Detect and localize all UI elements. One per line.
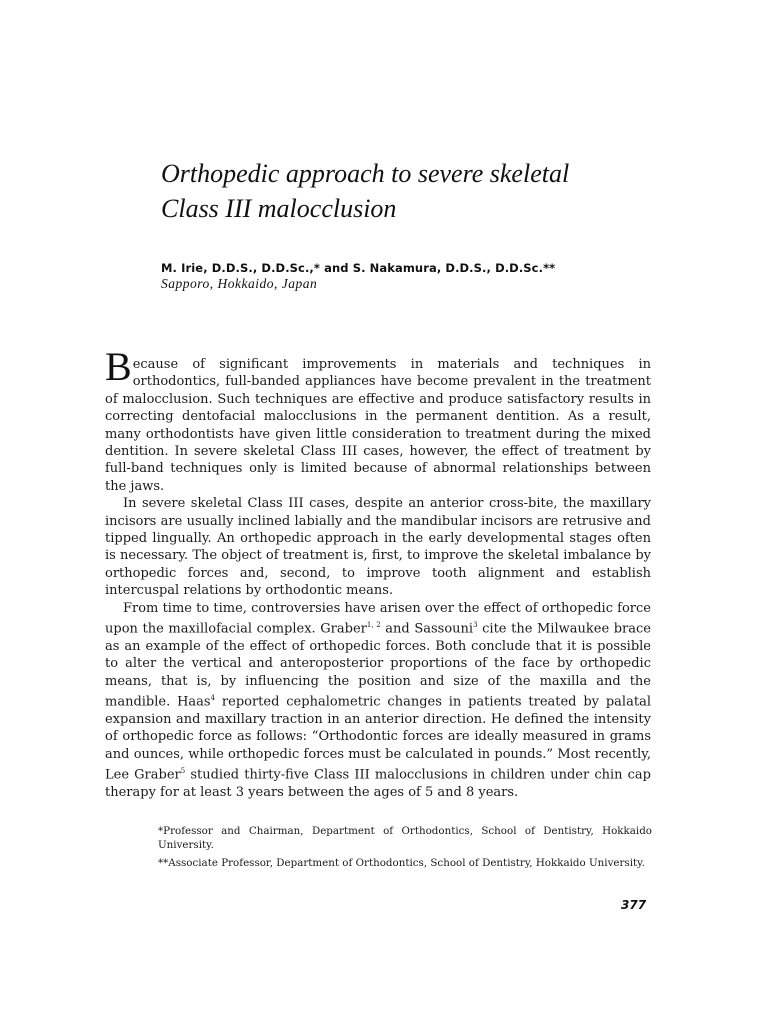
citation-sassouni: 3 xyxy=(473,621,478,630)
article-body xyxy=(105,344,651,801)
title-line-1: Orthopedic approach to severe skeletal xyxy=(161,159,570,188)
body-paragraph-3 xyxy=(105,600,651,801)
paragraph-1-text: ecause of significant improvements in materials and techniques in orthodontics, full-banded appliances have become prevalent in the treatment of malocclusion. Such techniques are effective and produce satisfactory results in correcting dentofacial malocclusions in the permanent dentition. As a result, many orthodontists have given little consideration to treatment during the mixed dentition. In severe skeletal Class III cases, however, the effect of treatment by full-band techniques only is limited because of abnormal relationships between the jaws. xyxy=(105,357,651,494)
paragraph-3-text-e: studied thirty-five Class III malocclusions in children under chin cap therapy for at least 3 years between the ages of 5 and 8 years. xyxy=(105,767,651,800)
paragraph-3-text-d: reported cephalometric changes in patients treated by palatal expansion and maxillary traction in an anterior direction. He defined the intensity of orthopedic force as follows: “Orthodontic forces are ideally measured in grams and ounces, while orthopedic forces must be calculated in pounds.” Most recently, Lee Graber xyxy=(105,694,651,783)
drop-cap: B xyxy=(105,344,132,389)
footnote-2: **Associate Professor, Department of Orthodontics, School of Dentistry, Hokkaido University. xyxy=(158,857,645,869)
footnote-1: *Professor and Chairman, Department of Orthodontics, School of Dentistry, Hokkaido University. xyxy=(158,825,652,851)
citation-haas: 4 xyxy=(210,694,216,703)
citation-graber: 1, 2 xyxy=(366,621,381,630)
footnotes xyxy=(158,824,652,874)
paragraph-3-text-c: cite the Milwaukee brace as an example of the effect of orthopedic forces. Both conclude that it is possible to alter the vertical and anteroposterior proportions of the face by orthopedic means, that is, by influencing the position and size of the maxilla and the mandible. Haas xyxy=(105,621,651,710)
article-title xyxy=(161,156,681,226)
author-line: M. Irie, D.D.S., D.D.Sc.,* and S. Nakamura, D.D.S., D.D.Sc.** xyxy=(161,261,556,275)
body-paragraph-2: In severe skeletal Class III cases, despite an anterior cross-bite, the maxillary incisors are usually inclined labially and the mandibular incisors are retrusive and tipped lingually. An orthopedic approach in the early developmental stages often is necessary. The object of treatment is, first, to improve the skeletal imbalance by orthopedic forces and, second, to improve tooth alignment and establish intercuspal relations by orthodontic means. xyxy=(105,496,651,599)
body-paragraph-1 xyxy=(105,344,651,495)
citation-lee-graber: 5 xyxy=(180,767,186,775)
paragraph-3-text-b: and Sassouni xyxy=(380,621,474,637)
paragraph-3-text-a: From time to time, controversies have arisen over the effect of orthopedic force upon the maxillofacial complex. Graber xyxy=(105,600,651,637)
page-number: 377 xyxy=(621,898,647,912)
title-line-2: Class III malocclusion xyxy=(161,194,397,223)
affiliation-line: Sapporo, Hokkaido, Japan xyxy=(161,276,318,291)
